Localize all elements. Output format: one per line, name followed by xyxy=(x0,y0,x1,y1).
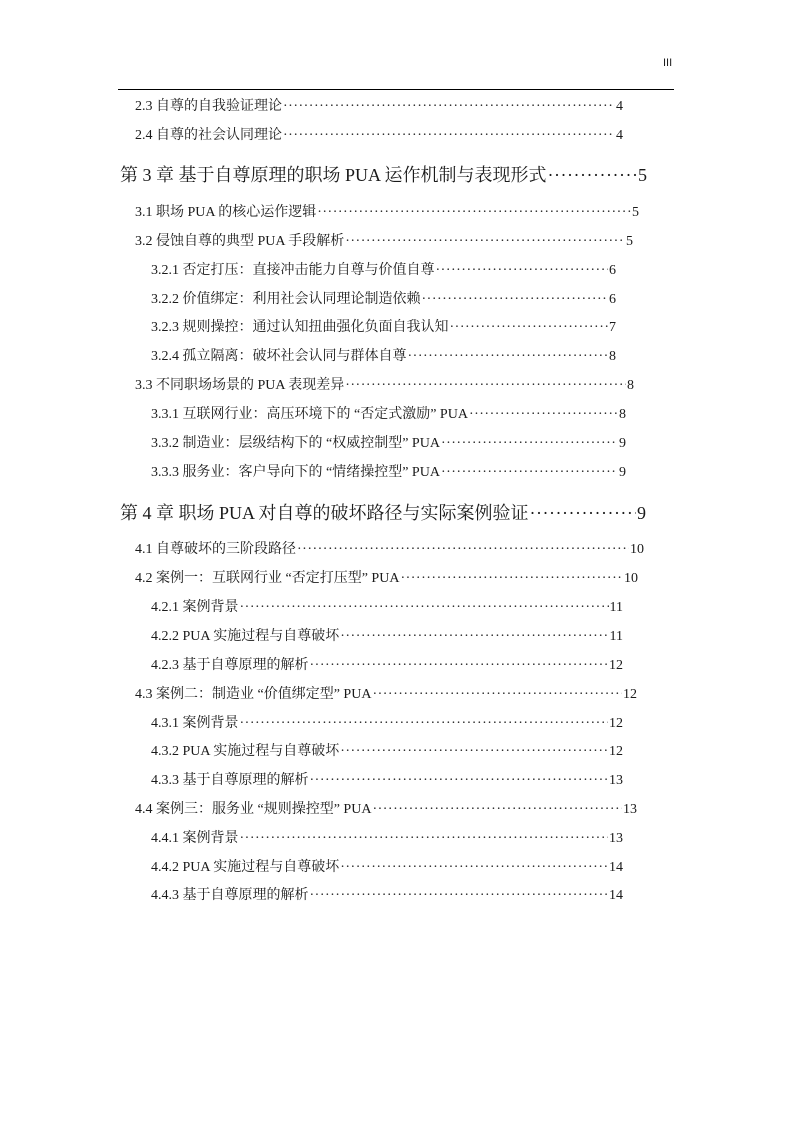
toc-dot-leader xyxy=(340,858,608,878)
toc-dot-leader xyxy=(441,463,618,483)
toc-dot-leader xyxy=(441,434,618,454)
toc-entry-title: 3.2 侵蚀自尊的典型 PUA 手段解析 xyxy=(135,234,345,249)
toc-entry-page: 12 xyxy=(623,687,637,702)
toc-dot-leader xyxy=(283,126,615,146)
toc-dot-leader xyxy=(240,598,609,618)
toc-dot-leader xyxy=(469,405,618,425)
toc-dot-leader xyxy=(310,656,609,676)
toc-entry-page: 11 xyxy=(609,600,623,615)
toc-entry-page: 13 xyxy=(623,802,637,817)
toc-dot-leader xyxy=(317,203,631,223)
toc-entry[interactable] xyxy=(151,627,623,647)
toc-dot-leader xyxy=(345,376,626,396)
toc-entry[interactable] xyxy=(151,886,623,906)
toc-dot-leader xyxy=(372,685,622,705)
toc-entry-title: 2.3 自尊的自我验证理论 xyxy=(135,99,282,114)
page-number: III xyxy=(663,57,673,69)
toc-entry-title: 4.3.2 PUA 实施过程与自尊破坏 xyxy=(151,744,340,759)
toc-entry-page: 13 xyxy=(609,831,623,846)
toc-dot-leader xyxy=(345,232,625,252)
toc-dot-leader xyxy=(548,163,637,187)
toc-entry[interactable] xyxy=(135,376,634,396)
toc-chapter-entry[interactable] xyxy=(120,501,646,525)
toc-entry-title: 4.4.1 案例背景 xyxy=(151,831,239,846)
toc-entry-title: 4.2 案例一：互联网行业 “否定打压型” PUA xyxy=(135,571,400,586)
toc-entry[interactable] xyxy=(135,685,637,705)
toc-entry-page: 5 xyxy=(638,165,647,185)
toc-chapter-entry[interactable] xyxy=(120,163,647,187)
toc-entry[interactable] xyxy=(135,232,633,252)
toc-entry[interactable] xyxy=(151,434,626,454)
toc-entry-page: 4 xyxy=(616,99,623,114)
toc-entry-title: 3.3 不同职场场景的 PUA 表现差异 xyxy=(135,378,345,393)
toc-entry-page: 13 xyxy=(609,773,623,788)
toc-entry-title: 3.3.1 互联网行业：高压环境下的 “否定式激励” PUA xyxy=(151,407,468,422)
toc-entry-title: 3.3.3 服务业：客户导向下的 “情绪操控型” PUA xyxy=(151,465,440,480)
toc-dot-leader xyxy=(310,771,609,791)
toc-dot-leader xyxy=(240,829,609,849)
toc-dot-leader xyxy=(530,501,636,525)
toc-entry-title: 4.3.1 案例背景 xyxy=(151,716,239,731)
toc-entry[interactable] xyxy=(151,290,616,310)
toc-dot-leader xyxy=(340,627,608,647)
toc-entry-title: 4.2.1 案例背景 xyxy=(151,600,239,615)
toc-dot-leader xyxy=(372,800,622,820)
toc-entry[interactable] xyxy=(151,318,616,338)
toc-entry-page: 4 xyxy=(616,128,623,143)
toc-dot-leader xyxy=(283,97,615,117)
toc-entry-title: 3.2.4 孤立隔离：破坏社会认同与群体自尊 xyxy=(151,349,407,364)
toc-entry-page: 10 xyxy=(624,571,638,586)
toc-entry[interactable] xyxy=(151,463,626,483)
toc-dot-leader xyxy=(240,714,609,734)
header-rule xyxy=(118,89,674,90)
toc-dot-leader xyxy=(436,261,609,281)
toc-entry[interactable] xyxy=(135,540,644,560)
toc-entry-page: 9 xyxy=(619,465,626,480)
toc-entry-page: 12 xyxy=(609,716,623,731)
toc-entry[interactable] xyxy=(135,569,638,589)
toc-entry-page: 5 xyxy=(632,205,639,220)
toc-entry-page: 12 xyxy=(609,658,623,673)
toc-entry-title: 2.4 自尊的社会认同理论 xyxy=(135,128,282,143)
toc-entry-page: 12 xyxy=(609,744,623,759)
toc-entry-page: 14 xyxy=(609,888,623,903)
toc-entry-page: 6 xyxy=(609,292,616,307)
toc-entry-title: 4.2.2 PUA 实施过程与自尊破坏 xyxy=(151,629,340,644)
toc-entry-page: 9 xyxy=(619,436,626,451)
toc-entry-page: 11 xyxy=(609,629,623,644)
toc-entry-page: 8 xyxy=(609,349,616,364)
toc-entry-page: 8 xyxy=(619,407,626,422)
toc-dot-leader xyxy=(310,886,609,906)
toc-entry-title: 4.4 案例三：服务业 “规则操控型” PUA xyxy=(135,802,372,817)
toc-entry-page: 6 xyxy=(609,263,616,278)
toc-entry-page: 9 xyxy=(637,503,646,523)
toc-entry[interactable] xyxy=(135,97,623,117)
toc-entry-page: 5 xyxy=(626,234,633,249)
toc-entry[interactable] xyxy=(151,405,626,425)
toc-entry[interactable] xyxy=(135,800,637,820)
toc-entry[interactable] xyxy=(151,261,616,281)
toc-entry[interactable] xyxy=(151,347,616,367)
toc-entry[interactable] xyxy=(151,829,623,849)
toc-entry[interactable] xyxy=(135,203,639,223)
toc-entry-title: 4.2.3 基于自尊原理的解析 xyxy=(151,658,309,673)
toc-entry-title: 3.1 职场 PUA 的核心运作逻辑 xyxy=(135,205,317,220)
toc-entry-page: 8 xyxy=(627,378,634,393)
toc-entry-title: 4.1 自尊破坏的三阶段路径 xyxy=(135,542,296,557)
toc-entry[interactable] xyxy=(151,858,623,878)
toc-entry[interactable] xyxy=(135,126,623,146)
toc-entry-title: 4.4.2 PUA 实施过程与自尊破坏 xyxy=(151,860,340,875)
toc-entry-title: 3.2.1 否定打压：直接冲击能力自尊与价值自尊 xyxy=(151,263,435,278)
toc-entry[interactable] xyxy=(151,598,623,618)
toc-entry-title: 第 4 章 职场 PUA 对自尊的破坏路径与实际案例验证 xyxy=(120,503,529,523)
toc-dot-leader xyxy=(340,742,608,762)
toc-dot-leader xyxy=(422,290,609,310)
toc-entry-title: 4.3 案例二：制造业 “价值绑定型” PUA xyxy=(135,687,372,702)
toc-entry-page: 7 xyxy=(609,320,616,335)
toc-entry-title: 3.2.2 价值绑定：利用社会认同理论制造依赖 xyxy=(151,292,421,307)
toc-entry-page: 10 xyxy=(630,542,644,557)
toc-entry-page: 14 xyxy=(609,860,623,875)
toc-entry-title: 第 3 章 基于自尊原理的职场 PUA 运作机制与表现形式 xyxy=(120,165,547,185)
toc-entry-title: 3.3.2 制造业：层级结构下的 “权威控制型” PUA xyxy=(151,436,440,451)
toc-entry-title: 4.3.3 基于自尊原理的解析 xyxy=(151,773,309,788)
toc-entry[interactable] xyxy=(151,771,623,791)
toc-dot-leader xyxy=(400,569,623,589)
toc-entry[interactable] xyxy=(151,742,623,762)
toc-entry[interactable] xyxy=(151,656,623,676)
toc-dot-leader xyxy=(297,540,629,560)
toc-dot-leader xyxy=(450,318,609,338)
toc-entry[interactable] xyxy=(151,714,623,734)
toc-entry-title: 3.2.3 规则操控：通过认知扭曲强化负面自我认知 xyxy=(151,320,449,335)
toc-dot-leader xyxy=(408,347,609,367)
toc-entry-title: 4.4.3 基于自尊原理的解析 xyxy=(151,888,309,903)
